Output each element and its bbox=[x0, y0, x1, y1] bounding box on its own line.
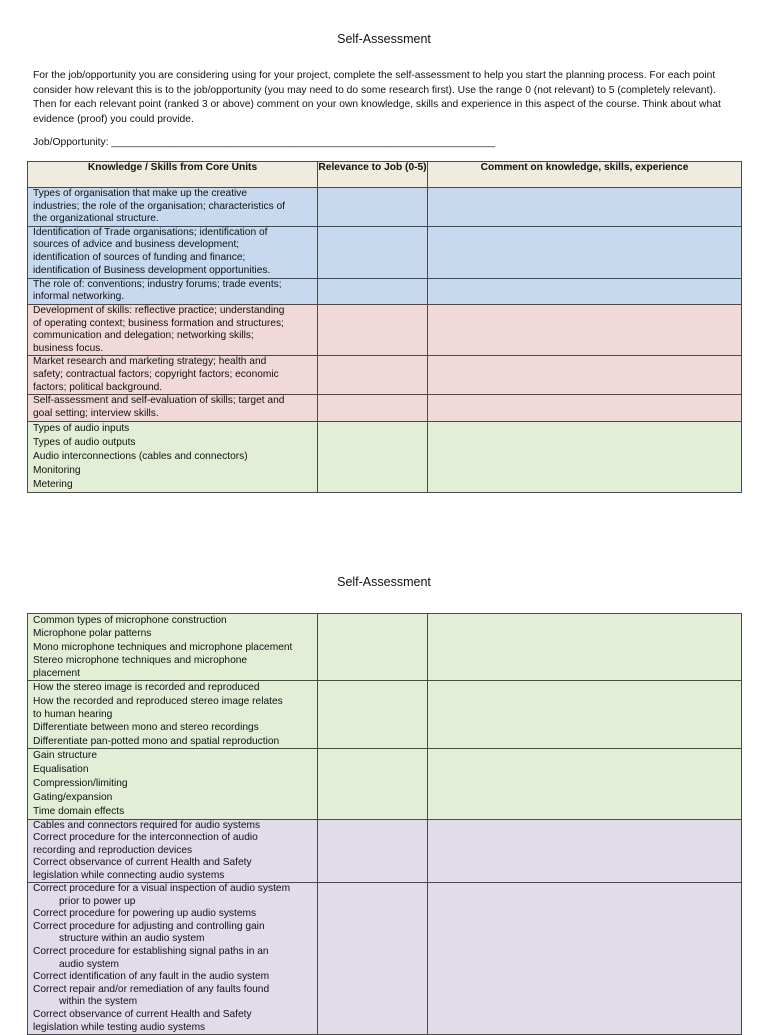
knowledge-line: Correct procedure for powering up audio systems bbox=[33, 908, 257, 920]
table-row bbox=[28, 356, 742, 395]
relevance-cell[interactable] bbox=[318, 304, 428, 355]
relevance-cell[interactable] bbox=[318, 681, 428, 748]
comment-cell[interactable] bbox=[428, 748, 742, 819]
knowledge-line: Correct repair and/or remediation of any faults found bbox=[33, 983, 270, 995]
relevance-cell[interactable] bbox=[318, 395, 428, 421]
knowledge-line: legislation while testing audio systems bbox=[33, 1021, 206, 1033]
table-row bbox=[28, 226, 742, 278]
relevance-cell[interactable] bbox=[318, 421, 428, 492]
knowledge-line: legislation while connecting audio systems bbox=[33, 869, 225, 881]
table-row bbox=[28, 614, 742, 681]
knowledge-line: Gating/expansion bbox=[33, 791, 113, 803]
relevance-cell[interactable] bbox=[318, 278, 428, 304]
knowledge-line: Differentiate pan-potted mono and spatial reproduction bbox=[33, 735, 280, 747]
knowledge-line: Metering bbox=[33, 478, 73, 490]
relevance-cell[interactable] bbox=[318, 226, 428, 278]
knowledge-line: Correct identification of any fault in the audio system bbox=[33, 971, 270, 983]
knowledge-cell bbox=[28, 614, 318, 681]
table-row bbox=[28, 819, 742, 882]
knowledge-line: Microphone polar patterns bbox=[33, 628, 152, 640]
knowledge-line: identification of Business development opportunities. bbox=[33, 264, 271, 276]
knowledge-line: Time domain effects bbox=[33, 805, 125, 817]
relevance-cell[interactable] bbox=[318, 883, 428, 1035]
knowledge-line: Types of organisation that make up the creative bbox=[33, 188, 248, 199]
comment-cell[interactable] bbox=[428, 395, 742, 421]
self-assessment-table-2 bbox=[27, 613, 742, 1035]
knowledge-line: Correct observance of current Health and Safety bbox=[33, 857, 252, 869]
job-opportunity-field[interactable]: Job/Opportunity: ___________________________________________________________________ bbox=[33, 137, 496, 148]
knowledge-line: Correct procedure for the interconnection of audio bbox=[33, 832, 258, 844]
table-row bbox=[28, 748, 742, 819]
knowledge-cell bbox=[28, 226, 318, 278]
relevance-cell[interactable] bbox=[318, 356, 428, 395]
comment-cell[interactable] bbox=[428, 819, 742, 882]
knowledge-line: Mono microphone techniques and microphone placement bbox=[33, 641, 293, 653]
knowledge-line: Correct procedure for a visual inspection of audio system bbox=[33, 883, 291, 894]
comment-cell[interactable] bbox=[428, 304, 742, 355]
knowledge-line: identification of sources of funding and finance; bbox=[33, 251, 246, 263]
table-row bbox=[28, 278, 742, 304]
knowledge-line: Correct observance of current Health and Safety bbox=[33, 1008, 252, 1020]
knowledge-line: structure within an audio system bbox=[59, 933, 205, 945]
page-1-title: Self-Assessment bbox=[337, 32, 431, 46]
knowledge-cell bbox=[28, 883, 318, 1035]
knowledge-line: recording and reproduction devices bbox=[33, 844, 193, 856]
knowledge-line: within the system bbox=[59, 996, 138, 1008]
header-relevance: Relevance to Job (0-5) bbox=[318, 162, 428, 188]
knowledge-cell bbox=[28, 395, 318, 421]
relevance-cell[interactable] bbox=[318, 819, 428, 882]
knowledge-line: Self-assessment and self-evaluation of skills; target and bbox=[33, 395, 285, 407]
knowledge-line: How the recorded and reproduced stereo image relates bbox=[33, 695, 283, 707]
knowledge-line: Gain structure bbox=[33, 749, 97, 761]
comment-cell[interactable] bbox=[428, 614, 742, 681]
knowledge-line: Audio interconnections (cables and connectors) bbox=[33, 450, 248, 462]
knowledge-line: business focus. bbox=[33, 342, 104, 354]
knowledge-line: Common types of microphone construction bbox=[33, 615, 227, 626]
knowledge-line: Identification of Trade organisations; identification of bbox=[33, 226, 268, 238]
knowledge-line: Differentiate between mono and stereo recordings bbox=[33, 722, 259, 734]
relevance-cell[interactable] bbox=[318, 188, 428, 227]
knowledge-cell bbox=[28, 356, 318, 395]
knowledge-line: Types of audio outputs bbox=[33, 436, 136, 448]
knowledge-cell bbox=[28, 748, 318, 819]
self-assessment-table-1 bbox=[27, 161, 742, 493]
knowledge-line: The role of: conventions; industry forums; trade events; bbox=[33, 278, 282, 290]
comment-cell[interactable] bbox=[428, 278, 742, 304]
comment-cell[interactable] bbox=[428, 226, 742, 278]
knowledge-line: Cables and connectors required for audio systems bbox=[33, 819, 261, 831]
knowledge-line: Market research and marketing strategy; health and bbox=[33, 356, 267, 368]
knowledge-line: audio system bbox=[59, 958, 120, 970]
knowledge-line: safety; contractual factors; copyright factors; economic bbox=[33, 368, 279, 380]
header-knowledge: Knowledge / Skills from Core Units bbox=[28, 162, 318, 188]
comment-cell[interactable] bbox=[428, 356, 742, 395]
table-row bbox=[28, 188, 742, 227]
knowledge-line: Correct procedure for adjusting and controlling gain bbox=[33, 920, 265, 932]
table-row bbox=[28, 304, 742, 355]
knowledge-cell bbox=[28, 188, 318, 227]
knowledge-cell bbox=[28, 278, 318, 304]
header-comment: Comment on knowledge, skills, experience bbox=[428, 162, 742, 188]
knowledge-cell bbox=[28, 819, 318, 882]
knowledge-line: placement bbox=[33, 668, 81, 680]
knowledge-line: Correct procedure for establishing signal paths in an bbox=[33, 945, 269, 957]
relevance-cell[interactable] bbox=[318, 748, 428, 819]
knowledge-line: Development of skills: reflective practice; understanding bbox=[33, 304, 285, 316]
knowledge-cell bbox=[28, 681, 318, 748]
knowledge-cell bbox=[28, 421, 318, 492]
knowledge-line: informal networking. bbox=[33, 291, 125, 303]
table-row bbox=[28, 883, 742, 1035]
knowledge-line: Stereo microphone techniques and microphone bbox=[33, 654, 248, 666]
knowledge-line: industries; the role of the organisation; characteristics of bbox=[33, 200, 285, 212]
knowledge-line: the organizational structure. bbox=[33, 213, 159, 225]
knowledge-line: Monitoring bbox=[33, 464, 81, 476]
comment-cell[interactable] bbox=[428, 421, 742, 492]
knowledge-line: prior to power up bbox=[59, 895, 136, 907]
knowledge-line: Types of audio inputs bbox=[33, 422, 130, 434]
knowledge-line: communication and delegation; networking skills; bbox=[33, 330, 254, 342]
knowledge-line: How the stereo image is recorded and reproduced bbox=[33, 682, 260, 694]
comment-cell[interactable] bbox=[428, 188, 742, 227]
table-row bbox=[28, 395, 742, 421]
instructions-paragraph: For the job/opportunity you are considering using for your project, complete the self-assessment to help you start the planning process. For each point consider how relevant this is to the job/opportunity (you may need to do some research first). Use the range 0 (not relevant) to 5 (completely relevant). Then for each relevant point (ranked 3 or above) comment on your own knowledge, skills and experience in this aspect of the course. Think about what evidence (proof) you could provide. bbox=[33, 70, 721, 125]
table-row bbox=[28, 681, 742, 748]
knowledge-line: sources of advice and business development; bbox=[33, 239, 240, 251]
knowledge-line: to human hearing bbox=[33, 709, 113, 721]
table-row bbox=[28, 421, 742, 492]
knowledge-line: of operating context; business formation and structures; bbox=[33, 317, 284, 329]
page-2-title: Self-Assessment bbox=[337, 575, 431, 589]
comment-cell[interactable] bbox=[428, 883, 742, 1035]
comment-cell[interactable] bbox=[428, 681, 742, 748]
relevance-cell[interactable] bbox=[318, 614, 428, 681]
knowledge-line: Compression/limiting bbox=[33, 777, 128, 789]
knowledge-line: factors; political background. bbox=[33, 381, 163, 393]
knowledge-line: Equalisation bbox=[33, 763, 89, 775]
knowledge-cell bbox=[28, 304, 318, 355]
knowledge-line: goal setting; interview skills. bbox=[33, 407, 159, 419]
